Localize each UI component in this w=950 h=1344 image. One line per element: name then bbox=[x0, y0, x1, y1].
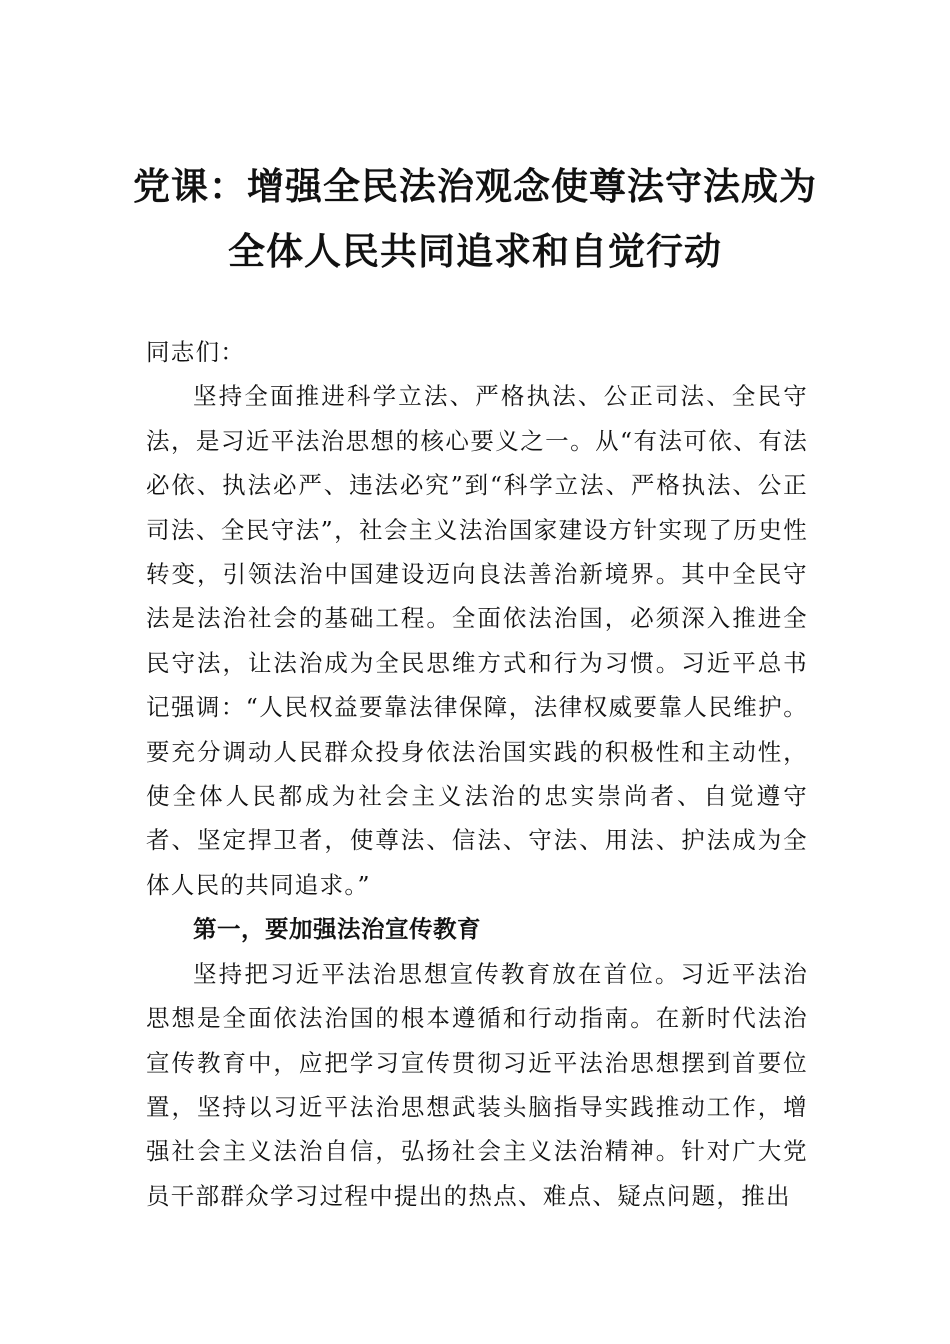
document-body bbox=[146, 330, 808, 1218]
document-title-line-1: 党课：增强全民法治观念使尊法守法成为 bbox=[133, 164, 817, 208]
paragraph-first-section: 坚持把习近平法治思想宣传教育放在首位。习近平法治思想是全面依法治国的根本遵循和行动指南。在新时代法治宣传教育中，应把学习宣传贯彻习近平法治思想摆到首要位置，坚持以习近平法治思想武装头脑指导实践推动工作，增强社会主义法治自信，弘扬社会主义法治精神。针对广大党员干部群众学习过程中提出的热点、难点、疑点问题，推出 bbox=[146, 959, 808, 1210]
salutation: 同志们： bbox=[146, 338, 246, 366]
section-heading-first: 第一，要加强法治宣传教育 bbox=[193, 915, 481, 944]
document-title-line-2: 全体人民共同追求和自觉行动 bbox=[228, 229, 722, 273]
paragraph-intro: 坚持全面推进科学立法、严格执法、公正司法、全民守法，是习近平法治思想的核心要义之一。从“有法可依、有法必依、执法必严、违法必究”到“科学立法、严格执法、公正司法、全民守法”，社会主义法治国家建设方针实现了历史性转变，引领法治中国建设迈向良法善治新境界。其中全民守法是法治社会的基础工程。全面依法治国，必须深入推进全民守法，让法治成为全民思维方式和行为习惯。习近平总书记强调：“人民权益要靠法律保障，法律权威要靠人民维护。要充分调动人民群众投身依法治国实践的积极性和主动性，使全体人民都成为社会主义法治的忠实崇尚者、自觉遵守者、坚定捍卫者，使尊法、信法、守法、用法、护法成为全体人民的共同追求。” bbox=[146, 382, 808, 899]
